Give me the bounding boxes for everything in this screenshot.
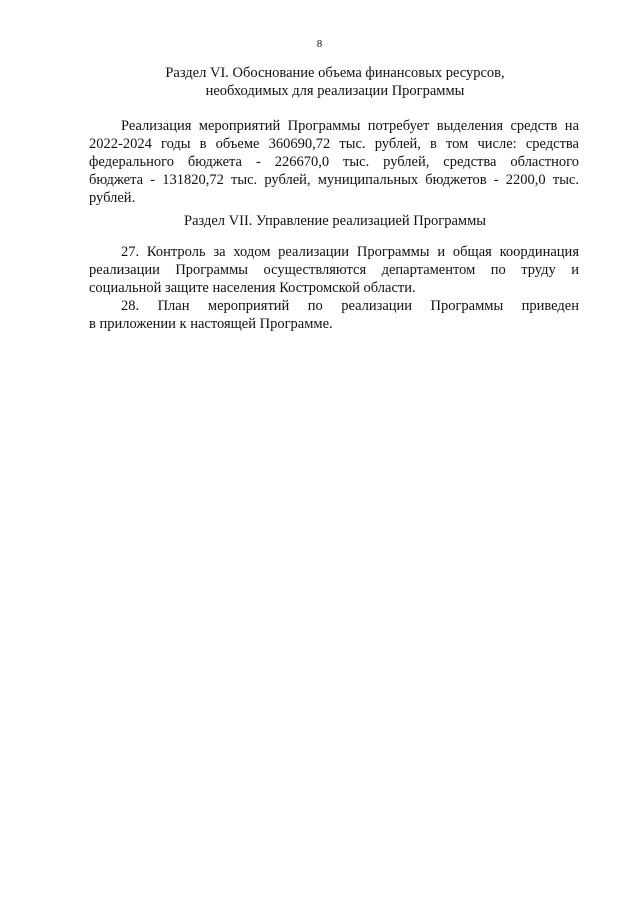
funding-paragraph bbox=[89, 117, 579, 207]
section-6-heading-line: необходимых для реализации Программы bbox=[205, 83, 465, 99]
section-6-heading bbox=[88, 64, 582, 100]
paragraph-line: рублей. bbox=[89, 190, 136, 206]
paragraph-line: 2022-2024 годы в объеме 360690,72 тыс. рублей, в том числе: средства bbox=[89, 136, 579, 152]
paragraph-line: федерального бюджета - 226670,0 тыс. рублей, средства областного bbox=[89, 154, 579, 170]
item-28-paragraph bbox=[89, 297, 579, 333]
page-number: 8 bbox=[316, 38, 323, 50]
paragraph-line: Реализация мероприятий Программы потребует выделения средств на bbox=[121, 118, 579, 134]
item-27-paragraph bbox=[89, 243, 579, 297]
paragraph-line: в приложении к настоящей Программе. bbox=[89, 316, 333, 332]
paragraph-line: 27. Контроль за ходом реализации Программы и общая координация bbox=[121, 244, 579, 260]
section-6-heading-line: Раздел VI. Обоснование объема финансовых ресурсов, bbox=[165, 65, 505, 81]
paragraph-line: социальной защите населения Костромской области. bbox=[89, 280, 416, 296]
paragraph-line: 28. План мероприятий по реализации Программы приведен bbox=[121, 298, 579, 314]
section-7-heading bbox=[88, 212, 582, 230]
paragraph-line: бюджета - 131820,72 тыс. рублей, муниципальных бюджетов - 2200,0 тыс. bbox=[89, 172, 579, 188]
paragraph-line: реализации Программы осуществляются департаментом по труду и bbox=[89, 262, 579, 278]
section-7-heading-line: Раздел VII. Управление реализацией Программы bbox=[184, 213, 486, 229]
